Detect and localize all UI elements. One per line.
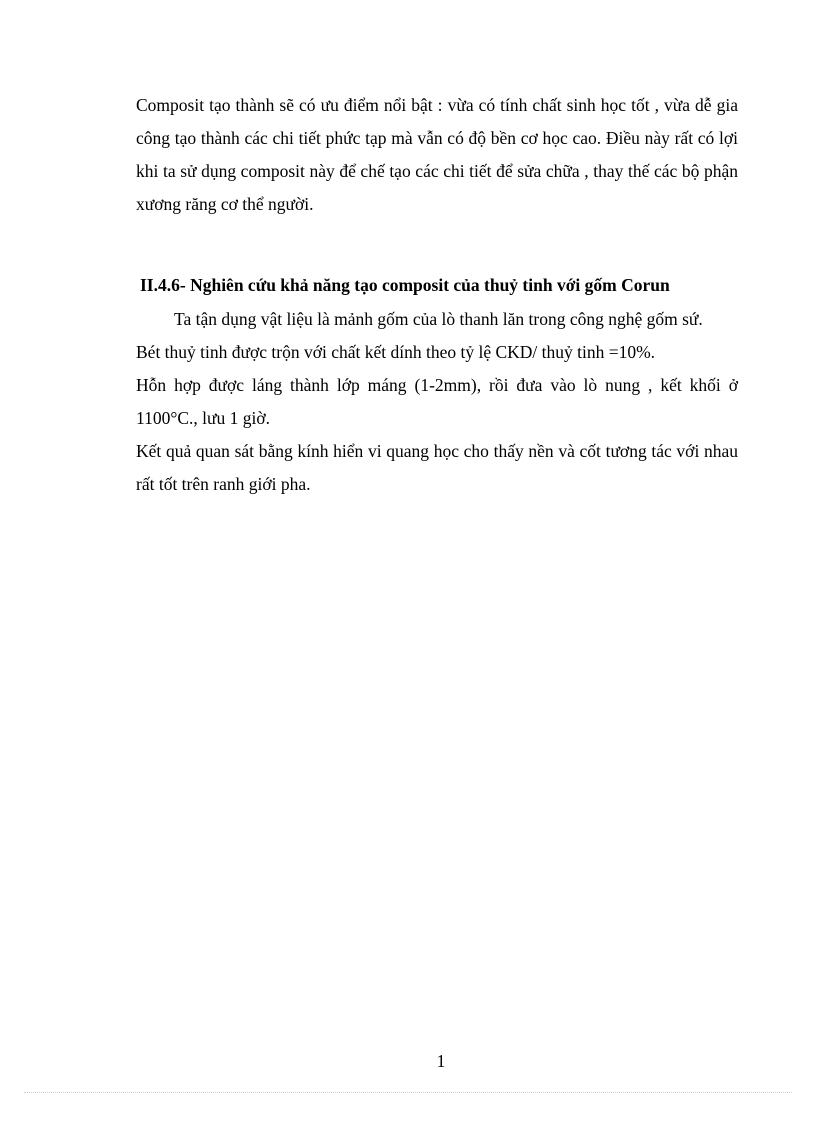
body-paragraph-2: Bét thuỷ tinh được trộn với chất kết dính theo tỷ lệ CKD/ thuỷ tinh =10%. [136, 342, 656, 362]
page-bottom-divider [24, 1092, 792, 1093]
body-paragraph-1: Ta tận dụng vật liệu là mảnh gốm của lò thanh lăn trong công nghệ gốm sứ. [174, 309, 703, 329]
section-heading: II.4.6- Nghiên cứu khả năng tạo composit của thuỷ tinh với gốm Corun [140, 275, 670, 295]
section-body [136, 303, 738, 501]
body-paragraph-3: Hỗn hợp được láng thành lớp máng (1-2mm), rồi đưa vào lò nung , kết khối ở 1100°C., lưu 1 giờ. [136, 375, 738, 428]
body-paragraph-4: Kết quả quan sát bằng kính hiển vi quang học cho thấy nền và cốt tương tác với nhau rất tốt trên ranh giới pha. [136, 441, 738, 494]
intro-paragraph: Composit tạo thành sẽ có ưu điểm nổi bật : vừa có tính chất sinh học tốt , vừa dễ gia công tạo thành các chi tiết phức tạp mà vẫn có độ bền cơ học cao. Điều này rất có lợi khi ta sử dụng composit này để chế tạo các chi tiết để sửa chữa , thay thế các bộ phận xương răng cơ thể người. [136, 95, 738, 214]
page-number: 1 [436, 1051, 446, 1071]
